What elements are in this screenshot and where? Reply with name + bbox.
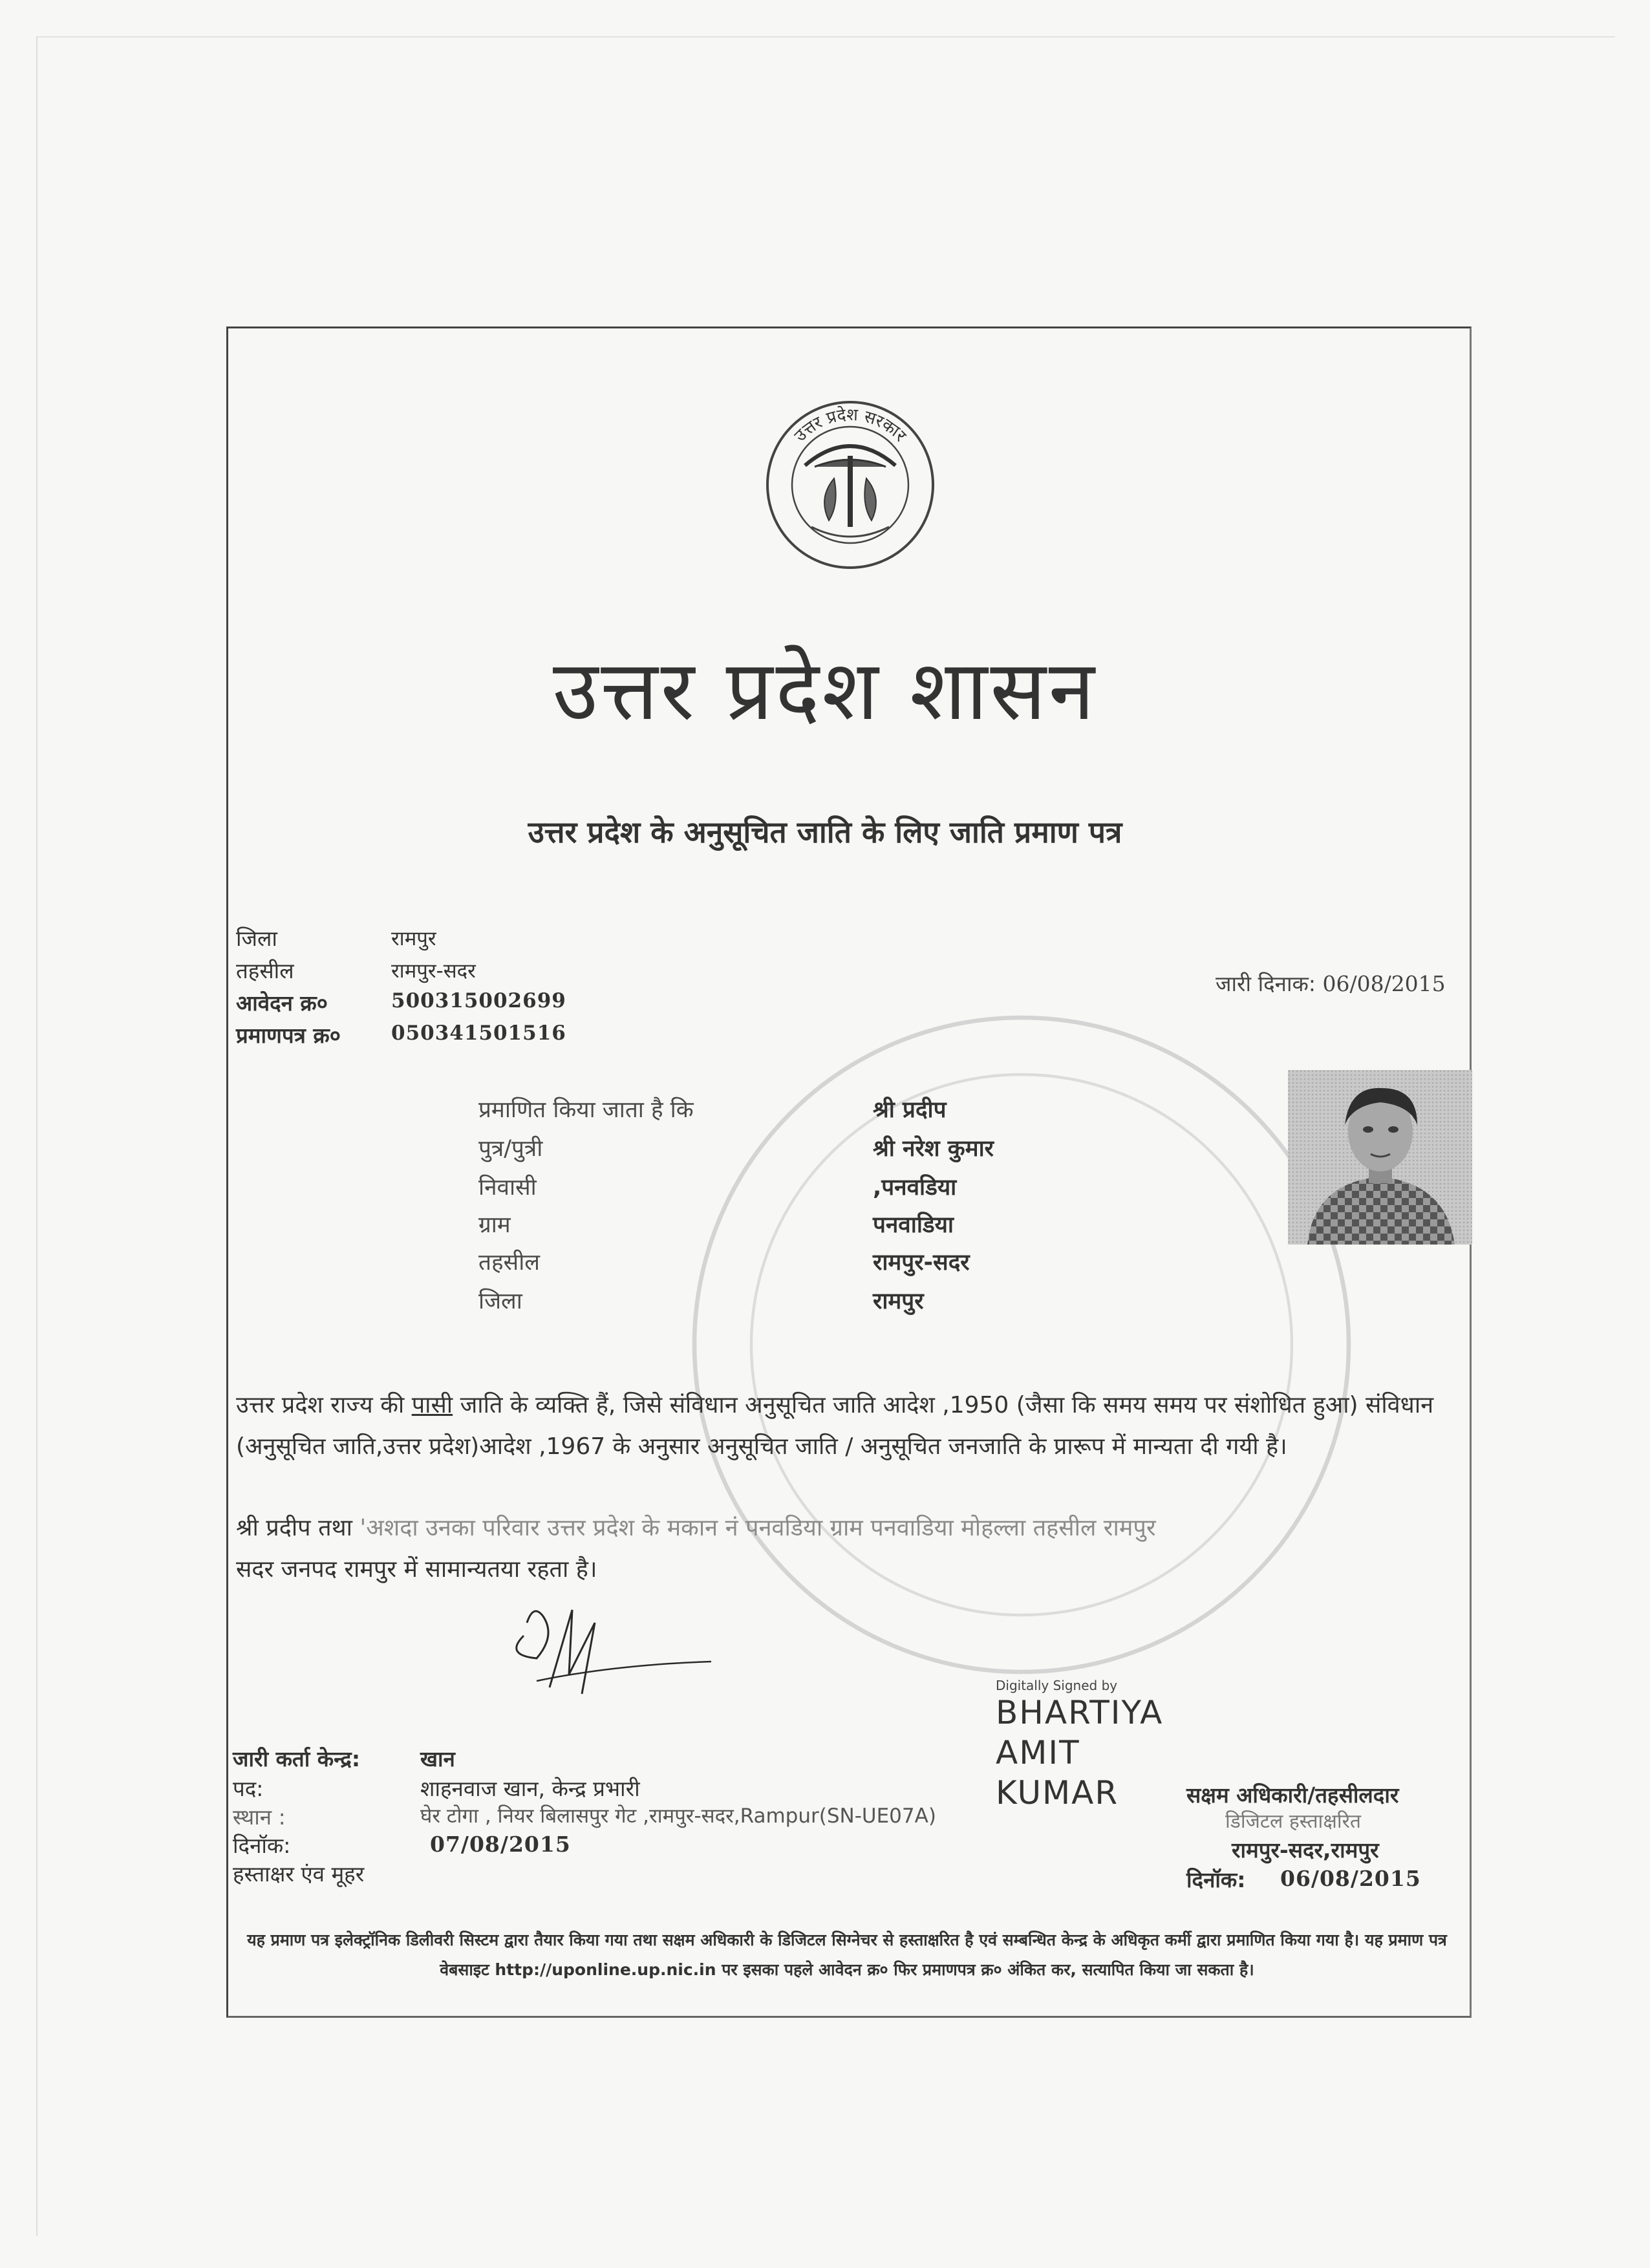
caste-declaration-paragraph xyxy=(236,1385,1458,1468)
district-row-value: रामपुर xyxy=(873,1289,924,1314)
place-label: स्थान : xyxy=(233,1804,286,1830)
page-title: उत्तर प्रदेश शासन xyxy=(553,643,1097,739)
cert-row-label: तहसील xyxy=(478,1250,540,1276)
tehsil-label: तहसील xyxy=(236,958,294,983)
resident-value: ,पनवडिया xyxy=(873,1175,957,1201)
para-text: श्री प्रदीप तथा xyxy=(236,1515,352,1541)
cert-row-label: पुत्र/पुत्री xyxy=(478,1136,543,1162)
faint-seal-stamp xyxy=(666,989,1377,1700)
issuer-date-label: दिनॉक: xyxy=(233,1833,291,1858)
district-label: जिला xyxy=(236,926,277,951)
certificate-no-value: 050341501516 xyxy=(391,1022,566,1045)
para-text: सदर जनपद रामपुर में सामान्यतया रहता है। xyxy=(236,1556,597,1583)
signer-name-line-2: AMIT xyxy=(996,1734,1080,1771)
certificate-subtitle: उत्तर प्रदेश के अनुसूचित जाति के लिए जाति प्रमाण पत्र xyxy=(528,815,1122,850)
post-label: पद: xyxy=(233,1776,264,1801)
authority-title: सक्षम अधिकारी/तहसीलदार xyxy=(1186,1782,1399,1808)
issue-date-value: 06/08/2015 xyxy=(1322,971,1446,996)
person-photo-icon xyxy=(1288,1070,1472,1245)
post-value: शाहनवाज खान, केन्द्र प्रभारी xyxy=(420,1776,640,1801)
para-text: उत्तर प्रदेश राज्य की xyxy=(236,1392,405,1418)
issuer-date-value: 07/08/2015 xyxy=(430,1832,571,1857)
emblem-seal-icon xyxy=(756,388,944,575)
svg-text:उत्तर प्रदेश सरकार: उत्तर प्रदेश सरकार xyxy=(790,405,910,446)
tehsil-value: रामपुर-सदर xyxy=(391,959,476,983)
digitally-signed-label: Digitally Signed by xyxy=(996,1678,1118,1693)
issuer-signature-icon xyxy=(498,1597,718,1707)
footer-note: यह प्रमाण पत्र इलेक्ट्रॉनिक डिलीवरी सिस्टम द्वारा तैयार किया गया तथा सक्षम अधिकारी के डिजिटल सिग्नेचर से हस्ताक्षरित है एवं सम्बन्धित केन्द्र के अधिकृत कर्मी द्वारा प्रमाणित किया गया है। यह प्रमाण पत्र वेबसाइट http://uponline.up.nic.in पर इसका पहले आवेदन क्र० फिर प्रमाणपत्र क्र० अंकित कर, सत्यापित किया जा सकता है। xyxy=(247,1931,1447,1979)
cert-row-label: जिला xyxy=(478,1289,522,1314)
authority-digital-signature: डिजिटल हस्ताक्षरित xyxy=(1225,1810,1361,1833)
village-value: पनवाडिया xyxy=(873,1212,954,1238)
residence-paragraph xyxy=(236,1508,1458,1590)
signature-seal-label: हस्ताक्षर एंव मूहर xyxy=(233,1861,365,1887)
district-value: रामपुर xyxy=(391,927,436,950)
issue-date xyxy=(1216,968,1446,998)
cert-row-label: प्रमाणित किया जाता है कि xyxy=(478,1097,694,1123)
issue-date-label: जारी दिनाक: xyxy=(1216,971,1316,996)
cert-row-label: ग्राम xyxy=(478,1212,511,1238)
application-no-value: 500315002699 xyxy=(391,989,566,1012)
parent-name-value: श्री नरेश कुमार xyxy=(873,1136,994,1162)
issuing-centre-value: खान xyxy=(420,1746,455,1771)
authority-place: रामपुर-सदर,रामपुर xyxy=(1232,1837,1379,1863)
authority-date-label: दिनॉक: xyxy=(1186,1867,1246,1892)
signer-name-line-3: KUMAR xyxy=(996,1774,1119,1812)
faded-text: 'अशदा उनका परिवार उत्तर प्रदेश के मकान नं पनवडिया ग्राम पनवाडिया मोहल्ला तहसील रामपुर xyxy=(359,1515,1156,1541)
place-value: घेर टोगा , नियर बिलासपुर गेट ,रामपुर-सदर,Rampur(SN-UE07A) xyxy=(420,1804,936,1828)
applicant-photo xyxy=(1288,1070,1472,1245)
tehsil-row-value: रामपुर-सदर xyxy=(873,1250,970,1276)
application-no-label: आवेदन क्र० xyxy=(236,990,328,1016)
signer-name-line-1: BHARTIYA xyxy=(996,1694,1164,1731)
issuing-centre-label: जारी कर्ता केन्द्र: xyxy=(233,1746,361,1771)
para-text: जाति के व्यक्ति हैं, जिसे संविधान अनुसूचित जाति आदेश ,1950 (जैसा कि समय समय पर संशोधित हुआ) संविधान (अनुसूचित जाति,उत्तर प्रदेश)आदेश ,1967 के अनुसार अनुसूचित जाति / अनुसूचित जनजाति के प्रारूप में मान्यता दी गयी है। xyxy=(236,1392,1434,1460)
caste-name: पासी xyxy=(411,1392,453,1418)
authority-date-value: 06/08/2015 xyxy=(1280,1866,1421,1891)
certificate-no-label: प्रमाणपत्र क्र० xyxy=(236,1023,341,1048)
cert-row-label: निवासी xyxy=(478,1175,537,1201)
up-state-emblem xyxy=(756,388,944,575)
person-name-value: श्री प्रदीप xyxy=(873,1097,947,1123)
